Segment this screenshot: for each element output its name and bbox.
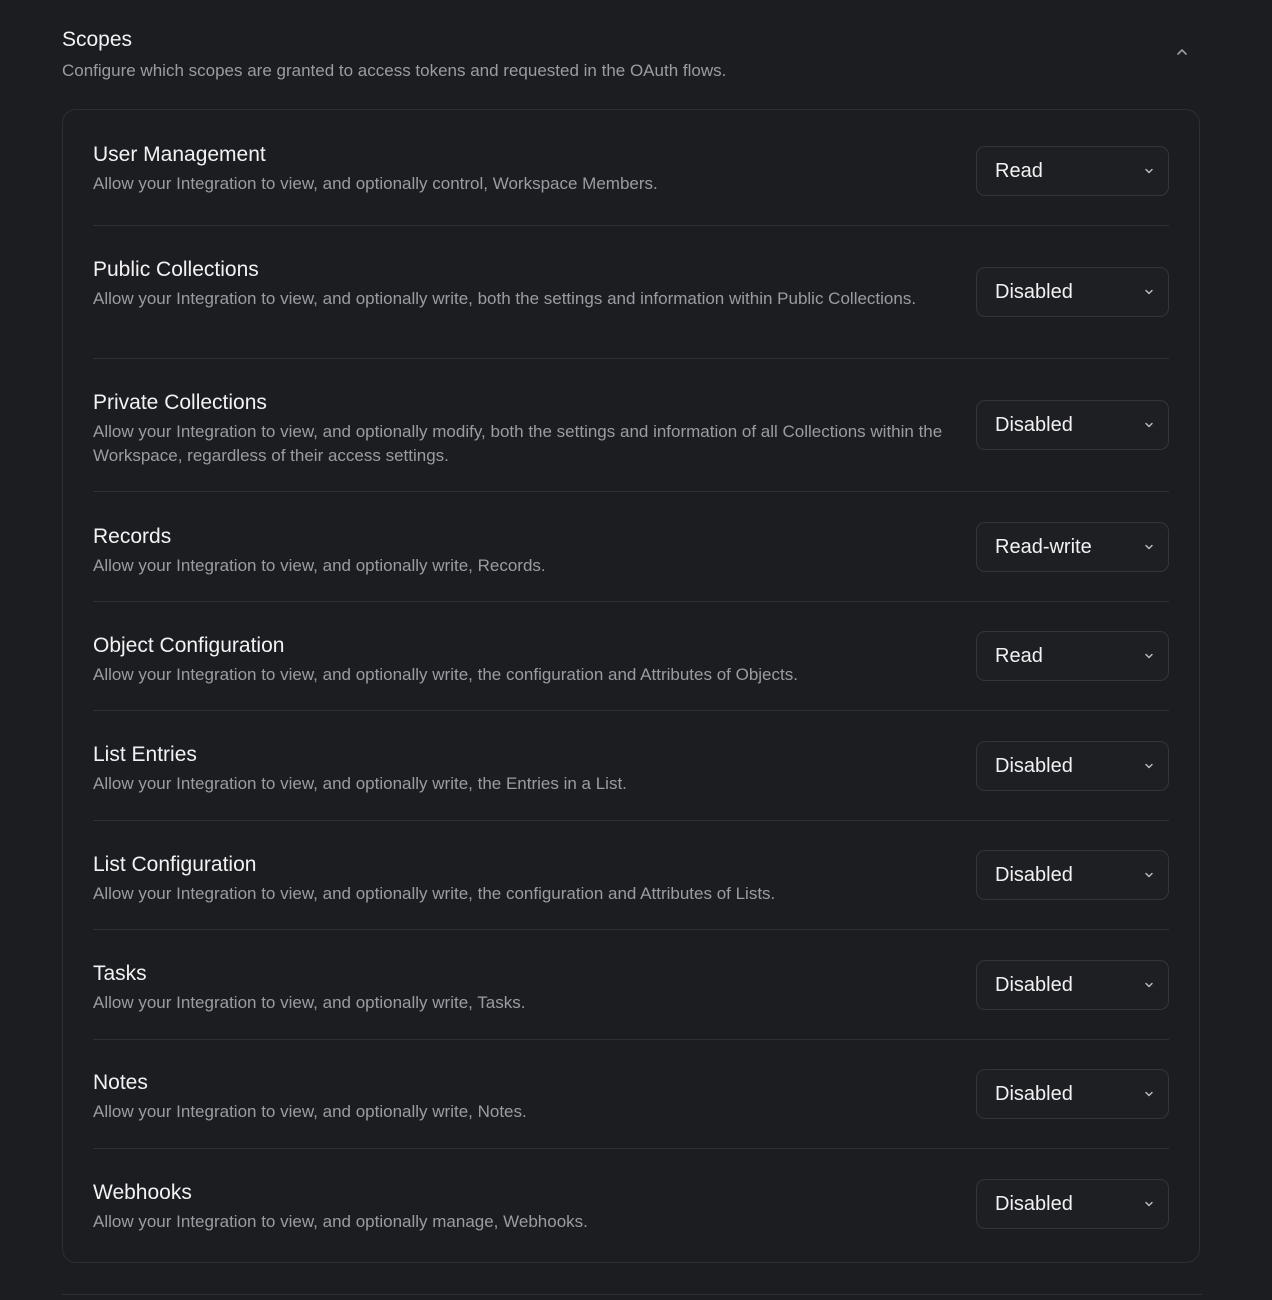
scope-permission-value: Read xyxy=(995,645,1043,667)
scope-title: Tasks xyxy=(93,962,147,985)
scope-description: Allow your Integration to view, and optionally write, both the settings and information within Public Collections. xyxy=(93,289,917,308)
scope-permission-select[interactable] xyxy=(976,146,1169,196)
scope-permission-select[interactable] xyxy=(976,400,1169,450)
scopes-section-header[interactable] xyxy=(62,26,1202,88)
scope-description: Allow your Integration to view, and optionally write, Tasks. xyxy=(93,993,526,1012)
scope-description: Allow your Integration to view, and optionally write, the configuration and Attributes of Lists. xyxy=(93,884,776,903)
scope-permission-value: Disabled xyxy=(995,1193,1073,1215)
scope-title: Records xyxy=(93,525,172,548)
scope-description: Allow your Integration to view, and optionally write, Notes. xyxy=(93,1102,527,1121)
scope-text xyxy=(93,741,953,796)
scope-permission-select[interactable] xyxy=(976,522,1169,572)
scope-row-tasks xyxy=(93,930,1169,1040)
section-title: Scopes xyxy=(62,28,133,51)
scope-title: User Management xyxy=(93,143,266,166)
chevron-up-icon[interactable] xyxy=(1172,42,1192,62)
chevron-down-icon xyxy=(1142,285,1156,299)
scope-description: Allow your Integration to view, and optionally write, the configuration and Attributes of Objects. xyxy=(93,665,798,684)
scope-title: Object Configuration xyxy=(93,634,285,657)
chevron-down-icon xyxy=(1142,1197,1156,1211)
scope-permission-value: Disabled xyxy=(995,755,1073,777)
scope-text xyxy=(93,632,953,687)
chevron-down-icon xyxy=(1142,978,1156,992)
scope-permission-select[interactable] xyxy=(976,1069,1169,1119)
chevron-down-icon xyxy=(1142,1087,1156,1101)
scope-text xyxy=(93,141,953,196)
scope-permission-value: Disabled xyxy=(995,414,1073,436)
scope-row-records xyxy=(93,492,1169,602)
scope-title: List Entries xyxy=(93,743,197,766)
section-description: Configure which scopes are granted to access tokens and requested in the OAuth flows. xyxy=(62,61,727,80)
scope-description: Allow your Integration to view, and optionally control, Workspace Members. xyxy=(93,174,658,193)
scope-permission-value: Disabled xyxy=(995,864,1073,886)
chevron-down-icon xyxy=(1142,649,1156,663)
scope-text xyxy=(93,1179,953,1234)
scope-permission-select[interactable] xyxy=(976,1179,1169,1229)
scope-permission-value: Read xyxy=(995,160,1043,182)
scope-permission-select[interactable] xyxy=(976,850,1169,900)
chevron-down-icon xyxy=(1142,540,1156,554)
scope-description: Allow your Integration to view, and optionally manage, Webhooks. xyxy=(93,1212,588,1231)
scope-permission-value: Disabled xyxy=(995,974,1073,996)
scope-description: Allow your Integration to view, and optionally write, Records. xyxy=(93,556,546,575)
scope-text xyxy=(93,523,953,578)
scope-text xyxy=(93,389,953,468)
scope-permission-select[interactable] xyxy=(976,741,1169,791)
scope-text xyxy=(93,851,953,906)
scope-text xyxy=(93,960,953,1015)
scope-row-webhooks xyxy=(93,1149,1169,1259)
scope-permission-value: Disabled xyxy=(995,281,1073,303)
chevron-down-icon xyxy=(1142,418,1156,432)
scopes-card xyxy=(62,109,1200,1263)
scope-title: Private Collections xyxy=(93,391,267,414)
scope-row-user-management xyxy=(93,110,1169,226)
chevron-down-icon xyxy=(1142,164,1156,178)
scope-text xyxy=(93,256,953,311)
scope-text xyxy=(93,1069,953,1124)
scope-permission-select[interactable] xyxy=(976,267,1169,317)
scope-title: List Configuration xyxy=(93,853,257,876)
section-divider xyxy=(62,1294,1202,1295)
chevron-down-icon xyxy=(1142,759,1156,773)
scope-permission-select[interactable] xyxy=(976,960,1169,1010)
scope-title: Public Collections xyxy=(93,258,259,281)
scope-row-list-entries xyxy=(93,711,1169,821)
scope-title: Webhooks xyxy=(93,1181,192,1204)
scope-permission-value: Read-write xyxy=(995,536,1092,558)
scope-row-public-collections xyxy=(93,226,1169,359)
scope-description: Allow your Integration to view, and optionally modify, both the settings and information of all Collections within the Workspace, regardless of their access settings. xyxy=(93,422,943,465)
scope-row-notes xyxy=(93,1040,1169,1149)
scope-row-object-configuration xyxy=(93,602,1169,711)
scope-row-private-collections xyxy=(93,359,1169,492)
scope-row-list-configuration xyxy=(93,821,1169,930)
scope-title: Notes xyxy=(93,1071,148,1094)
scope-description: Allow your Integration to view, and optionally write, the Entries in a List. xyxy=(93,774,627,793)
scope-permission-value: Disabled xyxy=(995,1083,1073,1105)
chevron-down-icon xyxy=(1142,868,1156,882)
scope-permission-select[interactable] xyxy=(976,631,1169,681)
